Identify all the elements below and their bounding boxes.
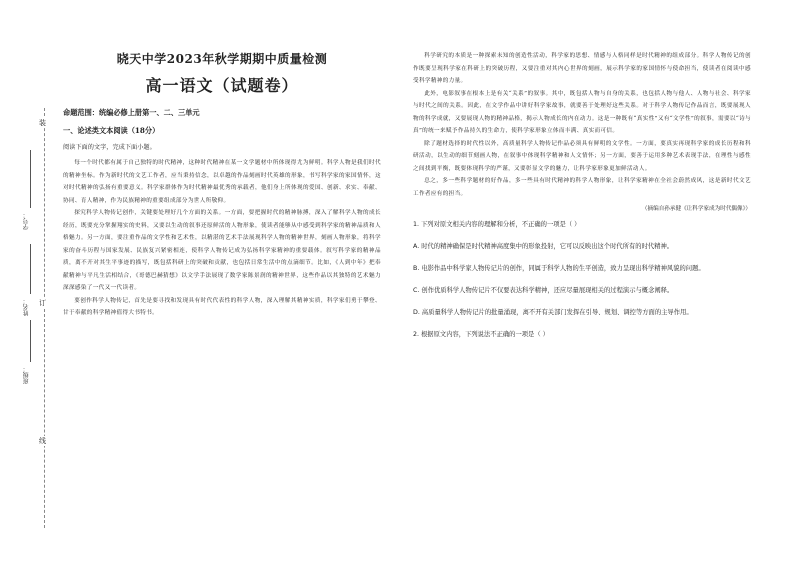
name-blank[interactable] <box>30 244 31 294</box>
paper-title: 高一语文（试题卷） <box>145 76 299 95</box>
passage-paragraph: 要创作科学人物传记，首先是要寻找和发现具有时代代表性的科学人物，深入理解其精神实质，科学家们勇于攀登、甘于奉献的科学精神值得大书特书。 <box>63 297 381 316</box>
binding-dashed-line <box>44 108 45 528</box>
student-id-blank[interactable] <box>30 150 31 208</box>
passage-paragraph: 每一个时代都有属于自己独特的时代精神，这种时代精神在某一文学题材中所体现得尤为鲜明。科学人物是我们时代的精神坐标。作为新时代的文艺工作者，应当秉持信念，以卓越的作品刻画时代英雄的形象，书写科学家的家国情怀，这对时代精神的弘扬有重要意义。科学家群体作为时代精神最优秀的承载者，他们身上所体现的爱国、创新、求实、奉献、协同、育人精神，作为民族精神的重要组成部分为世人所敬仰。 <box>63 160 381 204</box>
passage-paragraph: 除了题材选择的时代性以外，高质量科学人物传记作品必须具有鲜明的文学性。一方面，要真实再现科学家的成长历程和科研活动，以生动的细节刻画人物，在叙事中体现科学精神和人文情怀；另一方面，要善于运用多种艺术表现手法，在理性与感性之间找到平衡，既要体现科学的严谨，又要彰显文学的魅力，让科学家形象更加鲜活动人。 <box>413 140 751 172</box>
answer-option-d[interactable]: D. 高质量科学人物传记片的批量涌现，离不开有关部门发挥在引导、规划、调控等方面的主导作用。 <box>413 309 693 316</box>
binding-char: 装 <box>39 119 46 127</box>
answer-option-b[interactable]: B. 电影作品中科学家人物传记片的创作，同属于科学人物的生平创造，致力呈现出科学精神风貌的问题。 <box>413 265 705 272</box>
passage-paragraph: 科学研究的本质是一种探索未知的创造性活动，科学家的思想、情感与人格同样是时代精神的组成部分。科学人物传记的创作既要呈现科学家在科研上的突破历程，又要注重对其内心世界的刻画，展示科学家的家国情怀与使命担当，使读者在阅读中感受科学精神的力量。 <box>413 53 751 84</box>
class-blank[interactable] <box>30 320 31 362</box>
name-label: 姓名： <box>23 298 30 316</box>
passage-paragraph: 此外，电影叙事在根本上是有关“关系”的叙事。其中，既包括人物与自身的关系，也包括人物与他人、人物与社会、科学家与时代之间的关系。因此，在文学作品中讲好科学家故事，就要善于处理好这些关系。对于科学人物传记作品而言，既要展现人物的科学成就，又要展现人物的精神品格，揭示人物成长的内在动力。这是一种既有“真实性”又有“文学性”的叙事，需要以“诗与真”的统一来赋予作品持久的生命力，使科学家形象立体而丰满、真实而可信。 <box>413 90 751 134</box>
binding-char: 订 <box>39 299 46 307</box>
binding-margin <box>0 0 70 562</box>
passage-paragraph: 总之，多一些科学题材的好作品，多一些具有时代精神的科学人物形象，让科学家精神在全社会蔚然成风，这是新时代文艺工作者应有的担当。 <box>413 178 751 197</box>
section-heading: 一、论述类文本阅读（18分） <box>63 126 160 135</box>
exam-scope: 命题范围：统编必修上册第一、二、三单元 <box>63 108 200 117</box>
answer-option-c[interactable]: C. 创作优质科学人物传记片不仅要表达科学精神，还应尽量展现相关的过程演示与概念阐释。 <box>413 287 674 294</box>
student-id-label: 学号： <box>23 212 30 230</box>
answer-option-a[interactable]: A. 时代的精神确保是时代精神高度集中的形象投射，它可以反映出这个时代所有的时代精神。 <box>413 243 674 250</box>
question-stem: 1. 下列对原文相关内容的理解和分析，不正确的一项是（ ） <box>413 221 581 228</box>
passage-paragraph: 探究科学人物传记创作，关键要处理好几个方面的关系。一方面，要把握时代的精神脉搏，深入了解科学人物的成长经历，既要充分掌握翔实的史料，又要以生动的叙事还原鲜活的人物形象，使读者能够从中感受到科学家的精神品质和人格魅力。另一方面，要注重作品的文学性和艺术性，以精湛的艺术手法展现科学人物的精神世界，刻画人物形象，将科学家的奋斗历程与国家发展、民族复兴紧密相连，使科学人物传记成为弘扬科学家精神的重要载体。叙写科学家的精神品质，离不开对其生平事迹的描写，既包括科研上的突破和贡献，也包括日常生活中的点滴细节。比如，《人到中年》把奉献精神与平凡生活相结合，《哥德巴赫猜想》以文学手法展现了数学家陈景润的精神世界，这些作品以其独特的艺术魅力深深感染了一代又一代读者。 <box>63 210 381 291</box>
reading-instruction: 阅读下面的文字，完成下面小题。 <box>63 144 156 151</box>
left-column <box>63 50 381 320</box>
right-column <box>413 50 751 352</box>
school-exam-title: 晓天中学2023年秋学期期中质量检测 <box>116 52 328 66</box>
class-label: 班级： <box>23 366 30 384</box>
question-stem: 2. 根据原文内容，下列说法不正确的一项是（ ） <box>413 331 549 338</box>
binding-char: 线 <box>39 437 46 445</box>
passage-source: （摘编自孙承健《让科学家成为时代偶像》） <box>641 206 751 212</box>
